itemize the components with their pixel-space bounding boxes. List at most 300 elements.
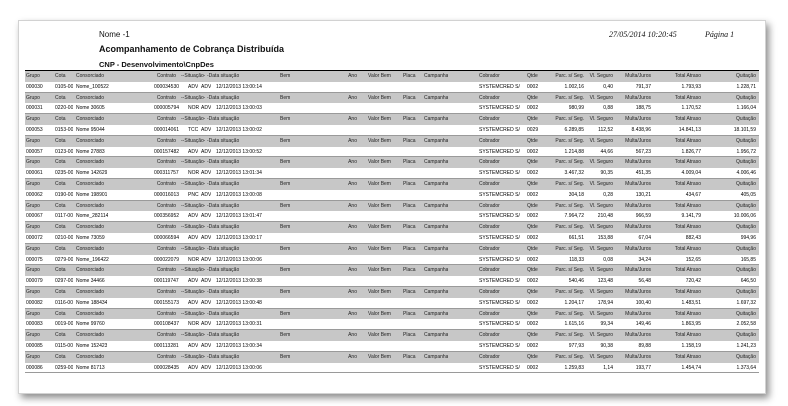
- header-bem: Bem: [280, 224, 291, 231]
- cell-multa: 8.438,96: [631, 126, 651, 133]
- header-qtde: Qtde: [527, 159, 538, 166]
- cell-grupo: 000061: [26, 170, 43, 177]
- header-bem: Bem: [280, 116, 291, 123]
- cell-sit2: ADV: [201, 321, 212, 328]
- cell-parc: 118,33: [569, 256, 584, 263]
- cell-contrato: 000016013: [154, 191, 180, 198]
- header-cobrador: Cobrador: [479, 245, 500, 252]
- cell-contrato: 000005794: [154, 105, 180, 112]
- header-cota: Cota: [55, 116, 66, 123]
- header-grupo: Grupo: [26, 159, 40, 166]
- header-campanha: Campanha: [424, 224, 449, 231]
- header-campanha: Campanha: [424, 159, 449, 166]
- header-placa: Placa: [403, 267, 416, 274]
- header-consorciado: Consorciado: [76, 267, 105, 274]
- header-valor-bem: Valor Bem: [368, 73, 391, 79]
- column-header-row: [25, 287, 759, 298]
- cell-parc: 977,93: [568, 342, 584, 349]
- header-placa: Placa: [403, 332, 416, 339]
- cell-total: 1.454,74: [681, 364, 701, 371]
- cell-contrato: 000066594: [154, 234, 180, 241]
- report-page: [18, 20, 766, 394]
- cell-sit2: ADV: [201, 191, 212, 198]
- cell-seg: 0,28: [603, 191, 613, 198]
- collection-table: [25, 71, 759, 373]
- header-multa-juros: Multa/Juros: [625, 353, 651, 360]
- header-consorciado: Consorciado: [76, 137, 105, 144]
- cell-cota: 0220-00: [55, 105, 74, 112]
- header-ano: Ano: [348, 94, 357, 101]
- cell-seg: 90,35: [600, 170, 613, 177]
- cell-cobrador: SYSTEMCRED S/: [479, 126, 520, 133]
- header-vl-seguro: Vl. Seguro: [589, 116, 613, 123]
- header-bem: Bem: [280, 310, 291, 317]
- header-contrato: Contrato: [156, 224, 176, 231]
- header-consorciado: Consorciado: [76, 73, 105, 79]
- table-row: [25, 168, 759, 179]
- header-total-atraso: Total Atraso: [674, 73, 701, 79]
- column-header-row: [25, 114, 759, 125]
- cell-sit2: ADV: [201, 105, 212, 112]
- cell-seg: 1,14: [603, 364, 613, 371]
- header-cota: Cota: [55, 202, 66, 209]
- header-parc-seg: Parc. s/ Seg.: [555, 116, 584, 123]
- cell-parc: 3.467,32: [564, 170, 584, 177]
- table-row: [25, 255, 759, 266]
- cell-consorciado: Nome 73059: [76, 234, 105, 241]
- cell-parc: 1.259,83: [564, 364, 584, 371]
- cell-parc: 540,46: [568, 278, 584, 285]
- header-consorciado: Consorciado: [76, 180, 105, 187]
- cell-cobrador: SYSTEMCRED S/: [479, 321, 520, 328]
- cell-cobrador: SYSTEMCRED S/: [479, 278, 520, 285]
- cell-grupo: 000067: [26, 213, 43, 220]
- cell-qtde: 0002: [527, 170, 539, 177]
- header-campanha: Campanha: [424, 137, 449, 144]
- header-bem: Bem: [280, 202, 291, 209]
- cell-sit2: ADV: [201, 83, 212, 90]
- table-row: [25, 190, 759, 201]
- cell-cota: 0123-00: [55, 148, 74, 155]
- cell-quit: 4.006,46: [736, 170, 756, 177]
- cell-cobrador: SYSTEMCRED S/: [479, 148, 520, 155]
- column-header-row: [25, 352, 759, 363]
- header-consorciado: Consorciado: [76, 353, 105, 360]
- cell-qtde: 0002: [527, 364, 539, 371]
- cell-seg: 210,48: [597, 213, 613, 220]
- cell-multa: 451,35: [635, 170, 651, 177]
- cell-parc: 304,18: [568, 191, 584, 198]
- cell-qtde: 0002: [527, 148, 539, 155]
- cell-grupo: 000053: [26, 126, 43, 133]
- header-quitacao: Quitação: [735, 267, 756, 274]
- cell-parc: 980,99: [568, 105, 584, 112]
- cell-total: 1.863,95: [681, 321, 701, 328]
- header-valor-bem: Valor Bem: [368, 116, 391, 123]
- cell-sit: ADV: [188, 299, 199, 306]
- header-placa: Placa: [403, 310, 416, 317]
- column-header-row: [25, 157, 759, 168]
- header-cobrador: Cobrador: [479, 180, 500, 187]
- cell-quit: 1.956,72: [736, 148, 756, 155]
- header-contrato: Contrato: [156, 73, 176, 79]
- header-data-situacao: -Data situação: [207, 288, 240, 295]
- cell-consorciado: Nome 188434: [76, 299, 108, 306]
- header-valor-bem: Valor Bem: [368, 202, 391, 209]
- cell-consorciado: Nome 34466: [76, 278, 105, 285]
- cell-sit2: ADV: [201, 148, 212, 155]
- cell-seg: 0,08: [603, 256, 613, 263]
- header-total-atraso: Total Atraso: [674, 332, 701, 339]
- header-total-atraso: Total Atraso: [674, 180, 701, 187]
- cell-cobrador: SYSTEMCRED S/: [479, 364, 520, 371]
- cell-seg: 123,48: [597, 278, 613, 285]
- cell-consorciado: Nome 30605: [76, 105, 105, 112]
- cell-seg: 153,88: [597, 234, 613, 241]
- header-consorciado: Consorciado: [76, 202, 105, 209]
- header-quitacao: Quitação: [735, 224, 756, 231]
- cell-quit: 2.052,58: [736, 321, 756, 328]
- header-grupo: Grupo: [26, 353, 40, 360]
- header-cobrador: Cobrador: [479, 159, 500, 166]
- cell-consorciado: Nome 27883: [76, 148, 105, 155]
- cell-total: 1.826,77: [681, 148, 701, 155]
- cell-multa: 791,37: [635, 83, 651, 90]
- header-ano: Ano: [348, 245, 357, 252]
- header-placa: Placa: [403, 116, 416, 123]
- header-ano: Ano: [348, 73, 357, 79]
- header-bem: Bem: [280, 332, 291, 339]
- table-row: [25, 363, 759, 374]
- column-header-row: [25, 330, 759, 341]
- report-user-label: Nome -1: [99, 30, 130, 39]
- cell-cota: 0116-00: [55, 299, 73, 306]
- header-parc-seg: Parc. s/ Seg.: [555, 310, 584, 317]
- header-bem: Bem: [280, 73, 291, 79]
- cell-qtde: 0002: [527, 256, 539, 263]
- header-valor-bem: Valor Bem: [368, 353, 391, 360]
- cell-total: 1.170,52: [681, 105, 701, 112]
- cell-qtde: 0002: [527, 191, 539, 198]
- header-vl-seguro: Vl. Seguro: [589, 202, 613, 209]
- header-data-situacao: -Data situação: [207, 202, 240, 209]
- cell-consorciado: Nome 142629: [76, 170, 108, 177]
- header-grupo: Grupo: [26, 267, 40, 274]
- cell-sit2: ADV: [201, 299, 212, 306]
- cell-seg: 44,66: [600, 148, 613, 155]
- header-cota: Cota: [55, 159, 66, 166]
- header-data-situacao: -Data situação: [207, 94, 240, 101]
- header-valor-bem: Valor Bem: [368, 159, 391, 166]
- cell-data: 12/12/2013 13:00:06: [216, 364, 262, 371]
- header-consorciado: Consorciado: [76, 288, 105, 295]
- header-placa: Placa: [403, 288, 416, 295]
- header-valor-bem: Valor Bem: [368, 310, 391, 317]
- cell-contrato: 000155173: [154, 299, 180, 306]
- header-cobrador: Cobrador: [479, 116, 500, 123]
- cell-sit2: ADV: [201, 278, 212, 285]
- header-multa-juros: Multa/Juros: [625, 245, 651, 252]
- cell-sit: ADV: [188, 364, 199, 371]
- report-title: Acompanhamento de Cobrança Distribuída: [99, 44, 285, 54]
- header-multa-juros: Multa/Juros: [625, 180, 651, 187]
- header-ano: Ano: [348, 180, 357, 187]
- header-cobrador: Cobrador: [479, 137, 500, 144]
- cell-parc: 6.289,85: [564, 126, 584, 133]
- cell-quit: 1.373,64: [736, 364, 756, 371]
- cell-multa: 130,21: [635, 191, 651, 198]
- cell-consorciado: Nome 152423: [76, 342, 108, 349]
- header-ano: Ano: [348, 159, 357, 166]
- header-qtde: Qtde: [527, 94, 538, 101]
- header-campanha: Campanha: [424, 94, 449, 101]
- header-cobrador: Cobrador: [479, 202, 500, 209]
- header-contrato: Contrato: [156, 137, 176, 144]
- header-contrato: Contrato: [156, 245, 176, 252]
- header-situacao: --Situação-: [181, 353, 206, 360]
- cell-multa: 100,40: [635, 299, 651, 306]
- cell-parc: 1.002,16: [564, 83, 584, 90]
- header-situacao: --Situação-: [181, 224, 206, 231]
- header-quitacao: Quitação: [735, 310, 756, 317]
- header-bem: Bem: [280, 267, 291, 274]
- header-cobrador: Cobrador: [479, 267, 500, 274]
- header-parc-seg: Parc. s/ Seg.: [555, 288, 584, 295]
- header-data-situacao: -Data situação: [207, 353, 240, 360]
- cell-contrato: 000113281: [154, 342, 179, 349]
- header-contrato: Contrato: [156, 94, 176, 101]
- header-quitacao: Quitação: [735, 94, 756, 101]
- column-header-row: [25, 179, 759, 190]
- cell-consorciado: Nome_196422: [76, 256, 109, 263]
- cell-cobrador: SYSTEMCRED S/: [479, 213, 520, 220]
- cell-cobrador: SYSTEMCRED S/: [479, 234, 520, 241]
- header-parc-seg: Parc. s/ Seg.: [555, 245, 584, 252]
- header-campanha: Campanha: [424, 202, 449, 209]
- header-quitacao: Quitação: [735, 73, 756, 79]
- header-qtde: Qtde: [527, 137, 538, 144]
- header-total-atraso: Total Atraso: [674, 245, 701, 252]
- header-total-atraso: Total Atraso: [674, 267, 701, 274]
- cell-contrato: 000014061: [154, 126, 180, 133]
- header-total-atraso: Total Atraso: [674, 116, 701, 123]
- cell-grupo: 000062: [26, 191, 43, 198]
- cell-sit2: ADV: [201, 126, 212, 133]
- header-placa: Placa: [403, 245, 416, 252]
- header-multa-juros: Multa/Juros: [625, 332, 651, 339]
- header-campanha: Campanha: [424, 353, 449, 360]
- header-quitacao: Quitação: [735, 288, 756, 295]
- cell-contrato: 000311757: [154, 170, 179, 177]
- header-data-situacao: -Data situação: [207, 180, 240, 187]
- cell-sit2: ADV: [201, 364, 212, 371]
- cell-data: 12/12/2013 13:00:02: [216, 126, 262, 133]
- cell-multa: 149,46: [635, 321, 651, 328]
- cell-total: 1.483,51: [681, 299, 701, 306]
- cell-total: 1.793,93: [681, 83, 701, 90]
- header-data-situacao: -Data situação: [207, 267, 240, 274]
- cell-cota: 0153-00: [55, 126, 74, 133]
- header-vl-seguro: Vl. Seguro: [589, 245, 613, 252]
- cell-data: 12/12/2013 13:00:17: [216, 234, 262, 241]
- cell-cota: 0190-00: [55, 191, 74, 198]
- header-consorciado: Consorciado: [76, 94, 105, 101]
- cell-consorciado: Nome_100522: [76, 83, 109, 90]
- cell-cota: 0297-00: [55, 278, 74, 285]
- header-situacao: --Situação-: [181, 94, 206, 101]
- header-quitacao: Quitação: [735, 137, 756, 144]
- header-qtde: Qtde: [527, 116, 538, 123]
- cell-sit: ADV: [188, 342, 199, 349]
- cell-grupo: 000083: [26, 321, 43, 328]
- header-valor-bem: Valor Bem: [368, 245, 391, 252]
- cell-total: 720,42: [685, 278, 701, 285]
- header-valor-bem: Valor Bem: [368, 267, 391, 274]
- cell-sit: NOR: [188, 321, 200, 328]
- cell-qtde: 0002: [527, 234, 539, 241]
- header-grupo: Grupo: [26, 180, 40, 187]
- header-placa: Placa: [403, 159, 416, 166]
- cell-sit: ADV: [188, 213, 199, 220]
- header-data-situacao: -Data situação: [207, 116, 240, 123]
- header-cobrador: Cobrador: [479, 224, 500, 231]
- header-bem: Bem: [280, 353, 291, 360]
- header-quitacao: Quitação: [735, 116, 756, 123]
- header-consorciado: Consorciado: [76, 116, 105, 123]
- cell-sit: TCC: [188, 126, 199, 133]
- header-cota: Cota: [55, 180, 66, 187]
- header-campanha: Campanha: [424, 332, 449, 339]
- header-data-situacao: -Data situação: [207, 245, 240, 252]
- table-row: [25, 298, 759, 309]
- header-multa-juros: Multa/Juros: [625, 267, 651, 274]
- header-data-situacao: -Data situação: [207, 332, 240, 339]
- cell-seg: 178,94: [597, 299, 613, 306]
- cell-qtde: 0002: [527, 83, 539, 90]
- header-vl-seguro: Vl. Seguro: [589, 73, 613, 79]
- header-campanha: Campanha: [424, 180, 449, 187]
- header-cobrador: Cobrador: [479, 288, 500, 295]
- header-multa-juros: Multa/Juros: [625, 288, 651, 295]
- cell-parc: 1.204,17: [564, 299, 584, 306]
- header-consorciado: Consorciado: [76, 245, 105, 252]
- cell-cobrador: SYSTEMCRED S/: [479, 191, 520, 198]
- cell-sit: ADV: [188, 278, 199, 285]
- header-cota: Cota: [55, 94, 66, 101]
- header-parc-seg: Parc. s/ Seg.: [555, 267, 584, 274]
- table-row: [25, 82, 759, 93]
- cell-multa: 966,59: [635, 213, 651, 220]
- cell-data: 12/12/2013 13:01:47: [216, 213, 262, 220]
- cell-qtde: 0002: [527, 105, 539, 112]
- header-contrato: Contrato: [156, 267, 176, 274]
- cell-data: 12/12/2013 13:00:52: [216, 148, 262, 155]
- cell-cota: 0210-00: [55, 234, 74, 241]
- cell-multa: 89,88: [638, 342, 651, 349]
- cell-sit2: ADV: [201, 342, 212, 349]
- cell-qtde: 0002: [527, 321, 539, 328]
- cell-parc: 7.964,72: [564, 213, 584, 220]
- header-parc-seg: Parc. s/ Seg.: [555, 73, 584, 79]
- cell-consorciado: Nome_282114: [76, 213, 109, 220]
- header-multa-juros: Multa/Juros: [625, 137, 651, 144]
- header-multa-juros: Multa/Juros: [625, 73, 651, 79]
- header-quitacao: Quitação: [735, 180, 756, 187]
- header-valor-bem: Valor Bem: [368, 332, 391, 339]
- header-qtde: Qtde: [527, 353, 538, 360]
- cell-data: 12/12/2013 13:00:31: [216, 321, 262, 328]
- header-multa-juros: Multa/Juros: [625, 224, 651, 231]
- cell-multa: 56,48: [638, 278, 651, 285]
- cell-seg: 0,88: [603, 105, 613, 112]
- header-placa: Placa: [403, 94, 416, 101]
- header-campanha: Campanha: [424, 310, 449, 317]
- table-row: [25, 319, 759, 330]
- header-total-atraso: Total Atraso: [674, 159, 701, 166]
- header-data-situacao: -Data situação: [207, 310, 240, 317]
- header-contrato: Contrato: [156, 202, 176, 209]
- cell-quit: 1.166,04: [736, 105, 756, 112]
- header-bem: Bem: [280, 159, 291, 166]
- header-total-atraso: Total Atraso: [674, 310, 701, 317]
- cell-grupo: 000085: [26, 342, 43, 349]
- column-header-row: [25, 71, 759, 82]
- cell-total: 1.158,19: [681, 342, 701, 349]
- header-grupo: Grupo: [26, 224, 40, 231]
- cell-cota: 0235-00: [55, 170, 74, 177]
- header-grupo: Grupo: [26, 94, 40, 101]
- header-multa-juros: Multa/Juros: [625, 202, 651, 209]
- cell-grupo: 000072: [26, 234, 43, 241]
- cell-data: 12/12/2013 13:00:38: [216, 278, 262, 285]
- header-total-atraso: Total Atraso: [674, 94, 701, 101]
- cell-grupo: 000082: [26, 299, 43, 306]
- header-placa: Placa: [403, 180, 416, 187]
- cell-qtde: 0002: [527, 299, 539, 306]
- header-placa: Placa: [403, 137, 416, 144]
- header-total-atraso: Total Atraso: [674, 137, 701, 144]
- cell-sit: NOR: [188, 256, 200, 263]
- cell-data: 12/12/2013 13:00:06: [216, 256, 262, 263]
- cell-sit: NOR: [188, 105, 200, 112]
- header-vl-seguro: Vl. Seguro: [589, 180, 613, 187]
- header-parc-seg: Parc. s/ Seg.: [555, 94, 584, 101]
- header-cobrador: Cobrador: [479, 353, 500, 360]
- cell-multa: 67,04: [638, 234, 651, 241]
- cell-parc: 661,51: [568, 234, 584, 241]
- cell-qtde: 0029: [527, 126, 539, 133]
- cell-grupo: 000079: [26, 278, 43, 285]
- header-vl-seguro: Vl. Seguro: [589, 288, 613, 295]
- column-header-row: [25, 201, 759, 212]
- report-subtitle: CNP - Desenvolvimento\CnpDes: [99, 60, 214, 69]
- cell-sit: ADV: [188, 83, 199, 90]
- table-row: [25, 233, 759, 244]
- header-qtde: Qtde: [527, 180, 538, 187]
- cell-quit: 405,05: [740, 191, 756, 198]
- header-parc-seg: Parc. s/ Seg.: [555, 159, 584, 166]
- header-quitacao: Quitação: [735, 159, 756, 166]
- cell-cota: 0259-00: [55, 364, 74, 371]
- header-cota: Cota: [55, 353, 66, 360]
- header-consorciado: Consorciado: [76, 310, 105, 317]
- header-valor-bem: Valor Bem: [368, 180, 391, 187]
- cell-contrato: 000157482: [154, 148, 180, 155]
- header-situacao: --Situação-: [181, 267, 206, 274]
- header-contrato: Contrato: [156, 332, 176, 339]
- cell-sit2: ADV: [201, 234, 212, 241]
- column-header-row: [25, 93, 759, 104]
